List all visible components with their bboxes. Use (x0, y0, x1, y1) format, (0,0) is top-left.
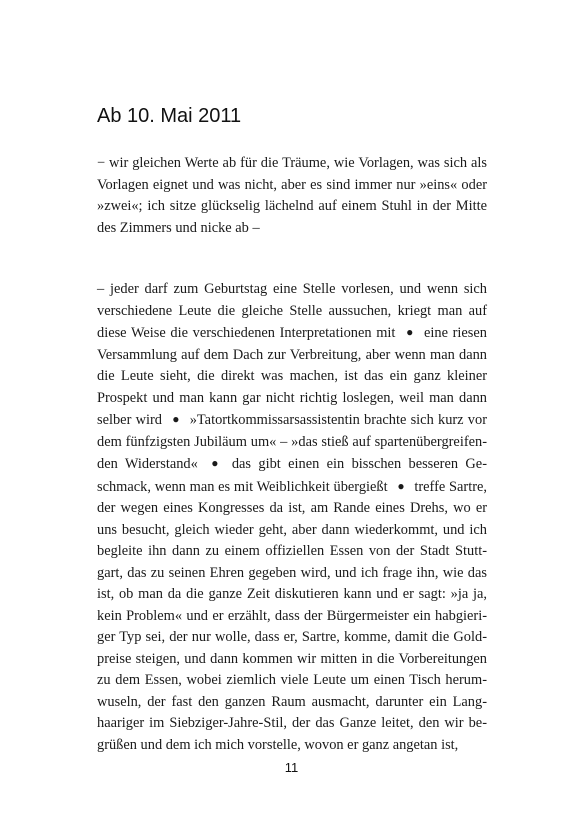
paragraph-2-segment: das gibt einen ein bisschen besseren Geschmack, wenn man es mit Weiblichkeit übergießt (97, 456, 487, 495)
bullet-separator-icon: ● (397, 478, 405, 493)
paragraph-1: − wir gleichen Werte ab für die Träume, wie Vorlagen, was sich als Vorlagen eignet und was nicht, aber es sind immer nur »eins« oder »zwei«; ich sitze glückselig lächelnd auf einem Stuhl in der Mitte des Zimmers und nicke ab – (97, 155, 487, 236)
paragraph-2-segment: »Tatortkommissarsassistentin brachte sich kurz vor dem fünfzigsten Jubiläum um« – »das stieß auf spartenübergreifenden Widerstand« (97, 412, 487, 472)
bullet-separator-icon: ● (406, 325, 414, 339)
page-number: 11 (284, 760, 299, 775)
date-heading: Ab 10. Mai 2011 (97, 105, 242, 127)
bullet-separator-icon: ● (172, 412, 180, 426)
paragraph-2 (97, 279, 487, 756)
paragraph-2-segment: – jeder darf zum Geburtstag eine Stelle vorlesen, und wenn sich verschiedene Leute die gleiche Stelle aussuchen, kriegt man auf diese Weise die verschiedenen Interpretationen mit (97, 281, 487, 341)
paragraph-2-segment: treffe Sartre, der wegen eines Kongresses da ist, am Rande eines Drehs, wo er uns besucht, gleich wieder geht, aber dann wiederkommt, und ich begleite ihn dann zu einem offiziellen Essen von der Stadt Stuttgart, das zu seinen Ehren gegeben wird, und ich frage ihn, wie das ist, ob man da die ganze Zeit diskutieren kann und er sagt: »ja ja, kein Problem« und er erzählt, dass der Bürgermeister ein habgieriger Typ sei, der nur wolle, dass er, Sartre, komme, damit die Goldpreise steigen, und dann kommen wir mitten in die Vorbereitungen zu dem Essen, wobei ziemlich viele Leute um einen Tisch herumwuseln, der fast den ganzen Raum ausmacht, darunter ein Langhaariger im Siebziger-Jahre-Stil, der das Ganze leitet, den wir begrüßen und dem ich mich vorstelle, wovon er ganz angetan ist, (97, 478, 487, 753)
bullet-separator-icon: ● (211, 456, 219, 470)
paragraph-2-segment: eine riesen Versammlung auf dem Dach zur Verbreitung, aber wenn man dann die Leute sieht, die direkt was machen, ist das ein ganz kleiner Prospekt und man kann gar nicht richtig loslegen, weil man dann selber wird (97, 325, 487, 428)
